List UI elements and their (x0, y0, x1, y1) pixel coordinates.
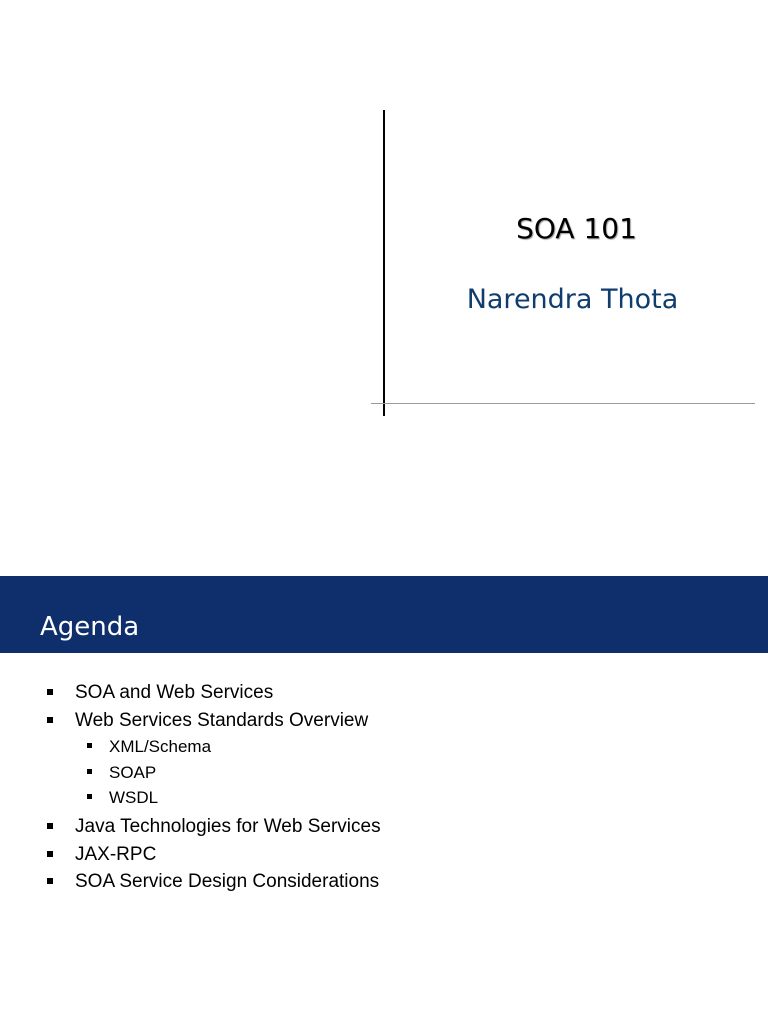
agenda-subitem-text: SOAP (109, 762, 157, 782)
agenda-subitem (0, 762, 381, 788)
agenda-heading: Agenda (40, 612, 140, 642)
agenda-subitem-text: WSDL (109, 788, 159, 807)
square-bullet-icon (47, 823, 53, 829)
square-bullet-icon (47, 717, 53, 723)
agenda-item (0, 870, 381, 898)
agenda-item (0, 815, 381, 843)
agenda-item-text: SOA Service Design Considerations (75, 871, 380, 892)
agenda-subitem-text: XML/Schema (109, 737, 212, 756)
agenda-list (0, 681, 381, 898)
agenda-item (0, 681, 381, 709)
horizontal-divider (371, 403, 755, 404)
agenda-subitem (0, 736, 381, 762)
author-name: Narendra Thota (466, 284, 679, 315)
square-bullet-icon (87, 769, 92, 774)
square-bullet-icon (47, 851, 53, 857)
vertical-divider (383, 110, 385, 416)
agenda-item-text: JAX-RPC (75, 843, 157, 865)
title-banner (0, 576, 768, 653)
agenda-item (0, 709, 381, 737)
square-bullet-icon (87, 794, 92, 799)
agenda-item (0, 843, 381, 871)
square-bullet-icon (87, 743, 92, 748)
square-bullet-icon (47, 689, 53, 695)
agenda-subitem (0, 787, 381, 815)
slide-title: SOA 101 (516, 212, 637, 245)
agenda-slide (0, 576, 768, 1024)
square-bullet-icon (47, 878, 53, 884)
agenda-item-text: SOA and Web Services (75, 682, 274, 703)
agenda-item-text: Java Technologies for Web Services (75, 816, 381, 837)
agenda-item-text: Web Services Standards Overview (75, 709, 369, 731)
